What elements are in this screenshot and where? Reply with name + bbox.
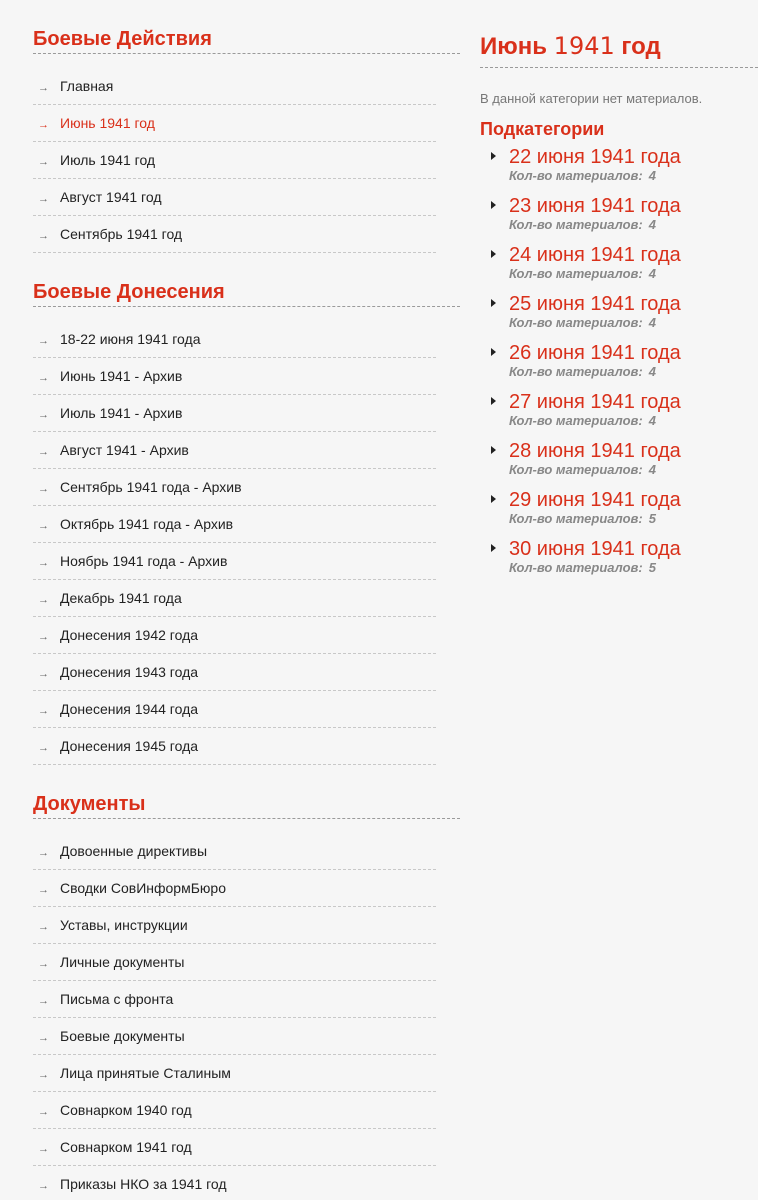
arrow-icon: → [38,446,49,458]
subcategories-title: Подкатегории [480,119,605,139]
menu-item-label: Июль 1941 - Архив [60,405,183,421]
section-title: Документы [33,787,460,819]
arrow-icon: → [38,631,49,643]
arrow-icon: → [38,668,49,680]
subcategory-item [480,244,758,293]
arrow-icon: → [38,156,49,168]
menu-item-label: Сентябрь 1941 год [60,226,183,242]
menu-item[interactable] [33,981,436,1018]
main-content [480,30,758,587]
arrow-icon: → [38,1069,49,1081]
arrow-icon: → [38,847,49,859]
page-title-word: Июнь [480,33,547,60]
menu-combat-reports [33,321,436,765]
section-documents [33,787,460,1200]
arrow-icon: → [38,1032,49,1044]
menu-item-label: Совнарком 1940 год [60,1102,192,1118]
menu-item-label: Главная [60,78,114,94]
menu-item[interactable] [33,543,436,580]
subcategory-link[interactable]: 30 июня 1941 года [509,538,681,560]
menu-item-label: Донесения 1945 года [60,738,199,754]
menu-item-label: Сводки СовИнформБюро [60,880,226,896]
subcategory-count [509,217,758,233]
menu-item-label: Лица принятые Сталиным [60,1065,231,1081]
bullet-triangle-icon [491,446,496,454]
menu-item[interactable] [33,691,436,728]
count-value: 4 [648,315,656,330]
count-value: 4 [648,462,656,477]
subcategory-link[interactable]: 23 июня 1941 года [509,195,681,217]
bullet-triangle-icon [491,299,496,307]
bullet-triangle-icon [491,348,496,356]
menu-item[interactable] [33,1166,436,1200]
menu-item-label: Июль 1941 год [60,152,156,168]
menu-item[interactable] [33,617,436,654]
menu-item[interactable] [33,1018,436,1055]
menu-item-july-1941[interactable] [33,142,436,179]
subcategory-count [509,560,758,576]
menu-item-september-1941[interactable] [33,216,436,253]
bullet-triangle-icon [491,152,496,160]
count-value: 4 [648,217,656,232]
arrow-icon: → [38,995,49,1007]
menu-item-label: Донесения 1944 года [60,701,199,717]
menu-item[interactable] [33,506,436,543]
menu-item-main[interactable] [33,68,436,105]
arrow-icon: → [38,1143,49,1155]
count-value: 4 [648,266,656,281]
menu-item[interactable] [33,321,436,358]
subcategory-item [480,391,758,440]
subcategory-count [509,364,758,380]
menu-item-august-1941[interactable] [33,179,436,216]
menu-item-label: Приказы НКО за 1941 год [60,1176,227,1192]
menu-item-label: Сентябрь 1941 года - Архив [60,479,242,495]
arrow-icon: → [38,82,49,94]
count-value: 4 [648,168,656,183]
subcategory-link[interactable]: 22 июня 1941 года [509,146,681,168]
left-sidebar [33,22,460,1200]
menu-item-label: Июнь 1941 - Архив [60,368,183,384]
menu-item[interactable] [33,870,436,907]
page-title [480,30,758,68]
arrow-icon: → [38,884,49,896]
menu-item[interactable] [33,654,436,691]
arrow-icon: → [38,557,49,569]
arrow-icon: → [38,193,49,205]
subcategory-count [509,266,758,282]
arrow-icon: → [38,705,49,717]
menu-item[interactable] [33,907,436,944]
arrow-icon: → [38,119,49,131]
menu-item-label: Август 1941 - Архив [60,442,189,458]
menu-item-label: Письма с фронта [60,991,174,1007]
menu-documents [33,833,436,1200]
section-title: Боевые Донесения [33,275,460,307]
menu-combat-actions [33,68,436,253]
menu-item-label: Довоенные директивы [60,843,208,859]
menu-item[interactable] [33,1129,436,1166]
subcategory-count [509,413,758,429]
menu-item-label: Декабрь 1941 года [60,590,182,606]
bullet-triangle-icon [491,544,496,552]
menu-item-june-1941[interactable] [33,105,436,142]
arrow-icon: → [38,230,49,242]
subcategory-item [480,146,758,195]
subcategory-count [509,315,758,331]
count-value: 4 [648,413,656,428]
menu-item-label: Октябрь 1941 года - Архив [60,516,234,532]
subcategory-link[interactable]: 25 июня 1941 года [509,293,681,315]
count-value: 5 [648,560,656,575]
arrow-icon: → [38,520,49,532]
arrow-icon: → [38,958,49,970]
menu-item-label: Донесения 1943 года [60,664,199,680]
count-label: Кол-во материалов: [509,168,643,183]
count-value: 5 [648,511,656,526]
menu-item-label: Личные документы [60,954,185,970]
arrow-icon: → [38,483,49,495]
menu-item[interactable] [33,432,436,469]
subcategory-item [480,489,758,538]
arrow-icon: → [38,921,49,933]
empty-category-note: В данной категории нет материалов. [480,91,703,106]
section-combat-reports [33,275,460,765]
arrow-icon: → [38,409,49,421]
menu-item[interactable] [33,1092,436,1129]
menu-item[interactable] [33,728,436,765]
menu-item-label: Совнарком 1941 год [60,1139,192,1155]
arrow-icon: → [38,742,49,754]
count-label: Кол-во материалов: [509,266,643,281]
menu-item[interactable] [33,944,436,981]
menu-item[interactable] [33,1055,436,1092]
menu-item-label: Боевые документы [60,1028,185,1044]
menu-item-label: Ноябрь 1941 года - Архив [60,553,228,569]
arrow-icon: → [38,1106,49,1118]
subcategory-link[interactable]: 27 июня 1941 года [509,391,681,413]
subcategory-count [509,168,758,184]
subcategory-list [480,146,758,587]
count-label: Кол-во материалов: [509,511,643,526]
arrow-icon: → [38,594,49,606]
menu-item-label: Уставы, инструкции [60,917,188,933]
arrow-icon: → [38,1180,49,1192]
count-label: Кол-во материалов: [509,462,643,477]
menu-item-label: 18-22 июня 1941 года [60,331,201,347]
section-title: Боевые Действия [33,22,460,54]
menu-item[interactable] [33,358,436,395]
menu-item[interactable] [33,395,436,432]
subcategory-count [509,511,758,527]
menu-item[interactable] [33,580,436,617]
subcategory-count [509,462,758,478]
count-label: Кол-во материалов: [509,364,643,379]
count-label: Кол-во материалов: [509,413,643,428]
subcategory-item [480,293,758,342]
menu-item[interactable] [33,833,436,870]
subcategory-item [480,440,758,489]
subcategory-link[interactable]: 26 июня 1941 года [509,342,681,364]
menu-item-label: Июнь 1941 год [60,115,155,131]
arrow-icon: → [38,372,49,384]
menu-item-label: Август 1941 год [60,189,162,205]
count-value: 4 [648,364,656,379]
bullet-triangle-icon [491,201,496,209]
bullet-triangle-icon [491,495,496,503]
subcategory-item [480,195,758,244]
count-label: Кол-во материалов: [509,315,643,330]
menu-item-label: Донесения 1942 года [60,627,199,643]
count-label: Кол-во материалов: [509,217,643,232]
page-title-suffix: год [621,33,661,60]
arrow-icon: → [38,335,49,347]
bullet-triangle-icon [491,250,496,258]
section-combat-actions [33,22,460,253]
page-title-year: 1941 [553,32,615,60]
subcategory-item [480,342,758,391]
bullet-triangle-icon [491,397,496,405]
subcategory-link[interactable]: 28 июня 1941 года [509,440,681,462]
subcategory-item [480,538,758,587]
subcategory-link[interactable]: 24 июня 1941 года [509,244,681,266]
count-label: Кол-во материалов: [509,560,643,575]
menu-item[interactable] [33,469,436,506]
subcategory-link[interactable]: 29 июня 1941 года [509,489,681,511]
